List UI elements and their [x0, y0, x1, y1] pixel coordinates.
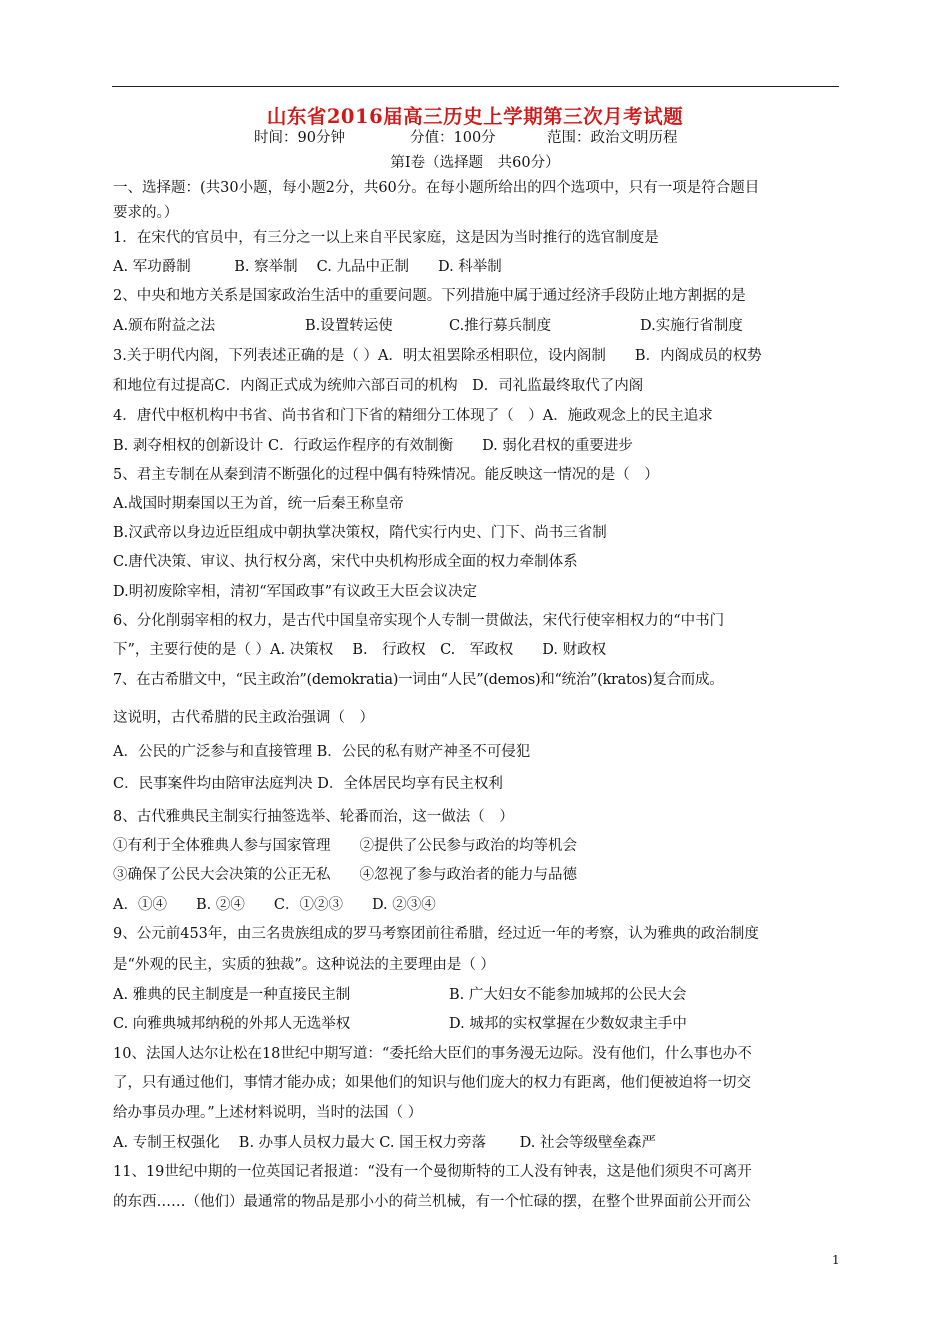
question-10-cont-2: 给办事员办理。”上述材料说明，当时的法国（ ） [113, 1105, 423, 1121]
question-8-items-12: ①有利于全体雅典人参与国家管理 ②提供了公民参与政治的均等机会 [113, 838, 577, 854]
question-8-items-34: ③确保了公民大会决策的公正无私 ④忽视了参与政治者的能力与品德 [113, 867, 577, 883]
question-7-options-ab: A．公民的广泛参与和直接管理 B．公民的私有财产神圣不可侵犯 [113, 744, 531, 760]
question-9: 9、公元前453年，由三名贵族组成的罗马考察团前往希腊，经过近一年的考察，认为雅典的政治制度 [113, 926, 759, 942]
question-4: 4．唐代中枢机构中书省、尚书省和门下省的精细分工体现了（ ）A．施政观念上的民主追求 [113, 408, 713, 424]
question-8-options: A．①④ B. ②④ C．①②③ D. ②③④ [113, 897, 436, 913]
question-7-options-cd: C．民事案件均由陪审法庭判决 D．全体居民均享有民主权利 [113, 776, 503, 792]
q9-option-d: D. 城邦的实权掌握在少数奴隶主手中 [449, 1016, 687, 1032]
question-11-cont: 的东西……（他们）最通常的物品是那小小的荷兰机械，有一个忙碌的摆，在整个世界面前公开而公 [113, 1194, 751, 1210]
q2-option-b: B.设置转运使 [305, 318, 393, 334]
question-10: 10、法国人达尔让松在18世纪中期写道：“委托给大臣们的事务漫无边际。没有他们，什么事也办不 [113, 1046, 752, 1062]
question-1: 1．在宋代的官员中，有三分之一以上来自平民家庭，这是因为当时推行的选官制度是 [113, 230, 659, 246]
q9-option-c: C. 向雅典城邦纳税的外邦人无选举权 [113, 1016, 351, 1032]
question-7-cont: 这说明，古代希腊的民主政治强调（ ） [113, 710, 374, 726]
header-rule [112, 86, 839, 87]
question-5-option-d: D.明初废除宰相，清初“军国政事”有议政王大臣会议决定 [113, 584, 478, 600]
question-11: 11、19世纪中期的一位英国记者报道：“没有一个曼彻斯特的工人没有钟表，这是他们须臾不可离开 [113, 1164, 752, 1180]
question-7: 7、在古希腊文中，“民主政治”(demokratia)一词由“人民”(demos)和“统治”(kratos)复合而成。 [113, 672, 724, 688]
question-1-options: A. 军功爵制 B. 察举制 C. 九品中正制 D. 科举制 [113, 259, 502, 275]
question-10-options: A. 专制王权强化 B. 办事人员权力最大 C. 国王权力旁落 D. 社会等级壁垒森严 [113, 1135, 657, 1151]
question-3-cont: 和地位有过提高C．内阁正式成为统帅六部百司的机构 D．司礼监最终取代了内阁 [113, 378, 644, 394]
exam-title: 山东省2016届高三历史上学期第三次月考试题 [266, 105, 684, 128]
question-2: 2、中央和地方关系是国家政治生活中的重要问题。下列措施中属于通过经济手段防止地方割据的是 [113, 288, 746, 304]
question-5-option-a: A.战国时期秦国以王为首，统一后秦王称皇帝 [113, 496, 404, 512]
question-3: 3.关于明代内阁，下列表述正确的是（ ）A．明太祖罢除丞相职位，设内阁制 B．内阁成员的权势 [113, 348, 762, 364]
q9-option-b: B. 广大妇女不能参加城邦的公民大会 [449, 987, 687, 1003]
question-5-option-c: C.唐代决策、审议、执行权分离，宋代中央机构形成全面的权力牵制体系 [113, 554, 578, 570]
q2-option-a: A.颁布附益之法 [113, 318, 216, 334]
volume-heading: 第Ⅰ卷（选择题 共60分） [390, 155, 560, 171]
question-10-cont-1: 了，只有通过他们，事情才能办成；如果他们的知识与他们庞大的权力有距离，他们便被迫将一切交 [113, 1075, 751, 1091]
question-4-cont: B. 剥夺相权的创新设计 C．行政运作程序的有效制衡 D. 弱化君权的重要进步 [113, 438, 633, 454]
section-instructions: 一、选择题：(共30小题，每小题2分，共60分。在每小题所给出的四个选项中，只有一项是符合题目 [113, 180, 760, 196]
question-6: 6、分化削弱宰相的权力，是古代中国皇帝实现个人专制一贯做法，宋代行使宰相权力的“中书门 [113, 613, 725, 629]
question-5: 5、君主专制在从秦到清不断强化的过程中偶有特殊情况。能反映这一情况的是（ ） [113, 467, 659, 483]
exam-score: 分值：100分 [410, 130, 496, 146]
q2-option-d: D.实施行省制度 [640, 318, 743, 334]
exam-scope: 范围：政治文明历程 [547, 130, 678, 146]
question-9-cont: 是“外观的民主，实质的独裁”。这种说法的主要理由是（ ） [113, 957, 495, 973]
question-8: 8、古代雅典民主制实行抽签选举、轮番而治，这一做法（ ） [113, 809, 514, 825]
q9-option-a: A. 雅典的民主制度是一种直接民主制 [113, 987, 351, 1003]
section-instructions-cont: 要求的。） [113, 205, 179, 221]
page-number: 1 [832, 1253, 840, 1267]
question-6-cont: 下”，主要行使的是（ ）A. 决策权 B. 行政权 C. 军政权 D. 财政权 [113, 642, 607, 658]
q2-option-c: C.推行募兵制度 [449, 318, 552, 334]
question-5-option-b: B.汉武帝以身边近臣组成中朝执掌决策权，隋代实行内史、门下、尚书三省制 [113, 525, 607, 541]
exam-time: 时间：90分钟 [254, 130, 345, 146]
